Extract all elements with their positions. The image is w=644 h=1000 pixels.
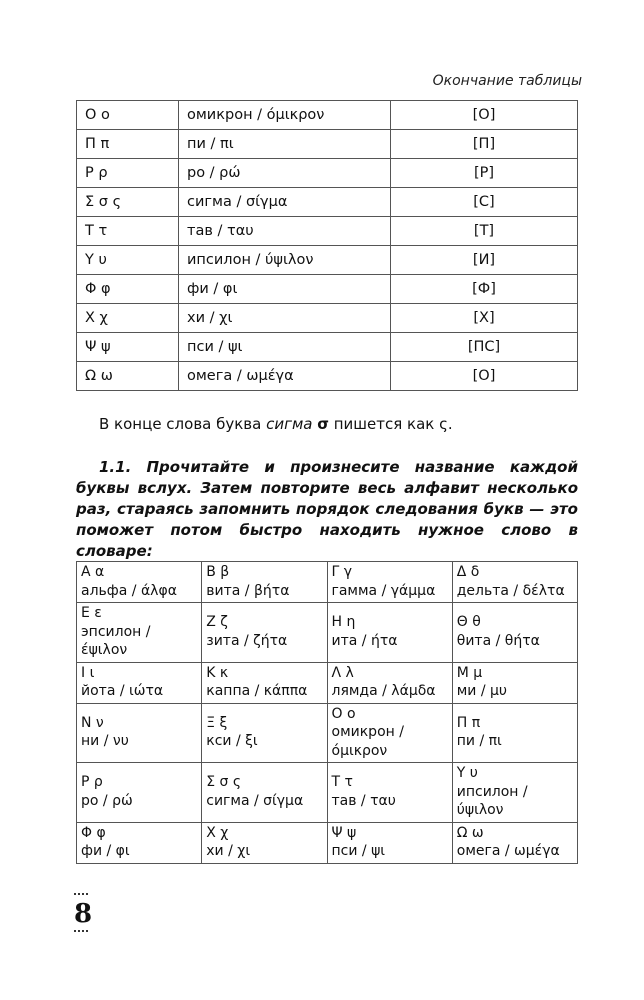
- table-row: [77, 763, 578, 823]
- alphabet-cell: [452, 822, 577, 863]
- table-row: [77, 130, 578, 159]
- letter-cell: Π π: [77, 130, 179, 159]
- letter-name: θита / θήτα: [456, 632, 540, 649]
- greek-letter: Υ υ: [456, 765, 478, 781]
- letter-cell: Χ χ: [77, 304, 179, 333]
- letter-name: зита / ζήτα: [206, 632, 288, 649]
- name-cell: омега / ωμέγα: [179, 362, 391, 391]
- letter-name: сигма / σίγμα: [206, 792, 304, 809]
- alphabet-cell: [452, 763, 577, 823]
- alphabet-cell: [327, 562, 452, 603]
- greek-letter: Θ θ: [456, 614, 481, 631]
- letter-name: омикрон / όμικρον: [331, 724, 404, 759]
- letter-name: ро / ρώ: [81, 792, 133, 809]
- name-cell: тав / ταυ: [179, 217, 391, 246]
- letter-cell: Ρ ρ: [77, 159, 179, 188]
- note-sigma-word: сигма: [266, 415, 313, 433]
- letter-name: ита / ήτα: [331, 632, 398, 649]
- alphabet-cell: [202, 703, 327, 763]
- letter-name: лямда / λάμδα: [331, 683, 436, 699]
- alphabet-cell: [77, 763, 202, 823]
- letter-name: ипсилон / ύψιλον: [456, 783, 528, 818]
- table-row: [77, 562, 578, 603]
- pronunciation-cell: [П]: [391, 130, 578, 159]
- pronunciation-cell: [И]: [391, 246, 578, 275]
- letter-name: вита / βήτα: [206, 582, 290, 599]
- table-row: [77, 304, 578, 333]
- letter-name: пси / ψι: [331, 843, 386, 859]
- table-row: [77, 217, 578, 246]
- table-row: [77, 822, 578, 863]
- name-cell: сигма / σίγμα: [179, 188, 391, 217]
- greek-letter: Λ λ: [331, 664, 354, 681]
- greek-letter: Π π: [456, 714, 481, 731]
- letter-name: альфа / άλφα: [81, 582, 177, 599]
- pronunciation-cell: [О]: [391, 101, 578, 130]
- letter-name: дельта / δέλτα: [456, 582, 565, 599]
- name-cell: фи / φι: [179, 275, 391, 304]
- alphabet-cell: [77, 662, 202, 703]
- alphabet-cell: [452, 662, 577, 703]
- alphabet-cell: [77, 562, 202, 603]
- pronunciation-cell: [ПС]: [391, 333, 578, 362]
- alphabet-cell: [452, 603, 577, 663]
- letter-cell: Σ σ ς: [77, 188, 179, 217]
- letter-cell: Ω ω: [77, 362, 179, 391]
- table-row: [77, 188, 578, 217]
- greek-letter: Σ σ ς: [206, 774, 242, 791]
- alphabet-cell: [77, 603, 202, 663]
- alphabet-cell: [202, 562, 327, 603]
- table-row: [77, 362, 578, 391]
- greek-letter: Ξ ξ: [206, 714, 228, 731]
- table-row: [77, 101, 578, 130]
- alphabet-cell: [452, 703, 577, 763]
- alphabet-cell: [202, 662, 327, 703]
- letter-cell: Ψ ψ: [77, 333, 179, 362]
- greek-letter: Δ δ: [456, 564, 480, 580]
- alphabet-cell: [77, 822, 202, 863]
- alphabet-grid-table: [76, 561, 578, 864]
- letter-name: ни / νυ: [81, 733, 129, 750]
- exercise-1-1-instruction: 1.1. Прочитайте и произнесите название каждой буквы вслух. Затем повторите весь алфавит несколько раз, стараясь запомнить порядок следования букв — это поможет потом быстро находить нужное слово в словаре:: [76, 458, 578, 560]
- pronunciation-cell: [О]: [391, 362, 578, 391]
- greek-letter: Χ χ: [206, 824, 229, 841]
- table-continuation-caption: Окончание таблицы: [432, 73, 582, 89]
- alphabet-cell: [202, 822, 327, 863]
- pronunciation-cell: [С]: [391, 188, 578, 217]
- alphabet-cell: [202, 603, 327, 663]
- letter-name: тав / ταυ: [331, 792, 396, 809]
- greek-letter: Ζ ζ: [206, 614, 228, 631]
- table-row: [77, 159, 578, 188]
- greek-letter: Ε ε: [81, 605, 102, 621]
- page-number: 8: [74, 899, 93, 929]
- letter-pronunciation-table: [76, 100, 578, 391]
- alphabet-cell: [327, 763, 452, 823]
- table-row: [77, 662, 578, 703]
- greek-letter: Γ γ: [331, 564, 353, 580]
- greek-letter: Ω ω: [456, 824, 484, 841]
- pronunciation-cell: [Т]: [391, 217, 578, 246]
- greek-letter: Α α: [81, 564, 105, 580]
- letter-name: ми / μυ: [456, 683, 508, 699]
- greek-letter: Ο ο: [331, 705, 356, 722]
- letter-name: пи / πι: [456, 733, 502, 750]
- letter-name: хи / χι: [206, 843, 251, 859]
- alphabet-cell: [327, 662, 452, 703]
- note-text-after: пишется как ς.: [328, 415, 453, 433]
- name-cell: омикрон / όμικρον: [179, 101, 391, 130]
- name-cell: хи / χι: [179, 304, 391, 333]
- letter-cell: Υ υ: [77, 246, 179, 275]
- greek-letter: Τ τ: [331, 774, 353, 791]
- table-row: [77, 703, 578, 763]
- alphabet-cell: [327, 603, 452, 663]
- letter-cell: Φ φ: [77, 275, 179, 304]
- table-row: [77, 275, 578, 304]
- table-row: [77, 333, 578, 362]
- alphabet-cell: [327, 703, 452, 763]
- pronunciation-cell: [Ф]: [391, 275, 578, 304]
- greek-letter: Ψ ψ: [331, 824, 357, 841]
- letter-name: омега / ωμέγα: [456, 843, 560, 859]
- letter-name: кси / ξι: [206, 733, 258, 750]
- name-cell: пси / ψι: [179, 333, 391, 362]
- name-cell: ро / ρώ: [179, 159, 391, 188]
- greek-letter: Μ μ: [456, 664, 483, 681]
- greek-letter: Φ φ: [81, 824, 106, 841]
- name-cell: пи / πι: [179, 130, 391, 159]
- greek-letter: Ν ν: [81, 714, 104, 731]
- greek-letter: Ρ ρ: [81, 774, 103, 791]
- note-sigma-letter: σ: [317, 415, 329, 433]
- alphabet-cell: [77, 703, 202, 763]
- letter-name: каппа / κάππα: [206, 683, 308, 699]
- letter-cell: Ο ο: [77, 101, 179, 130]
- greek-letter: Β β: [206, 564, 230, 580]
- letter-name: гамма / γάμμα: [331, 582, 436, 599]
- pronunciation-cell: [Р]: [391, 159, 578, 188]
- letter-cell: Τ τ: [77, 217, 179, 246]
- letter-name: эпсилон / έψιλον: [81, 623, 151, 658]
- note-text-before: В конце слова буква: [99, 415, 267, 433]
- pronunciation-cell: [Х]: [391, 304, 578, 333]
- alphabet-cell: [327, 822, 452, 863]
- alphabet-cell: [452, 562, 577, 603]
- greek-letter: Κ κ: [206, 664, 229, 681]
- letter-name: фи / φι: [81, 843, 130, 859]
- greek-letter: Ι ι: [81, 664, 95, 681]
- table-row: [77, 603, 578, 663]
- greek-letter: Η η: [331, 614, 356, 631]
- page-number-ornament-bottom: [74, 930, 88, 936]
- letter-name: йота / ιώτα: [81, 683, 164, 699]
- table-row: [77, 246, 578, 275]
- final-sigma-note: [99, 415, 453, 433]
- alphabet-cell: [202, 763, 327, 823]
- name-cell: ипсилон / ύψιλον: [179, 246, 391, 275]
